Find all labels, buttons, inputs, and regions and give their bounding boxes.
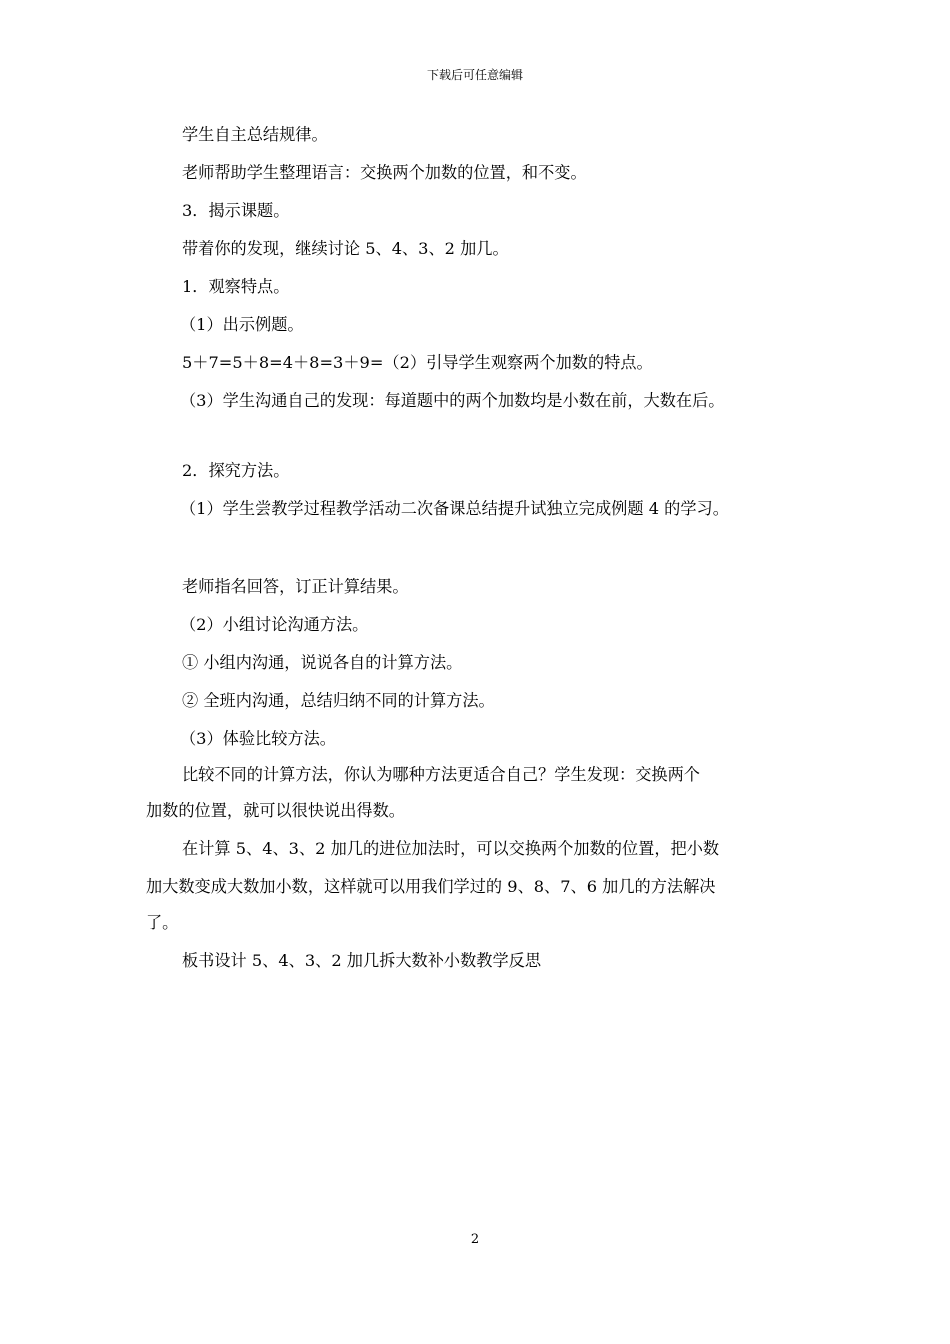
text-line: 带着你的发现，继续讨论 5、4、3、2 加几。 xyxy=(182,239,509,258)
text-line: 5＋7=5＋8=4＋8=3＋9=（2）引导学生观察两个加数的特点。 xyxy=(182,353,653,372)
text-line: 老师帮助学生整理语言：交换两个加数的位置，和不变。 xyxy=(182,163,587,182)
text-line: 加大数变成大数加小数，这样就可以用我们学过的 9、8、7、6 加几的方法解决 xyxy=(146,877,716,896)
text-line: 在计算 5、4、3、2 加几的进位加法时，可以交换两个加数的位置，把小数 xyxy=(182,839,720,858)
text-line: 老师指名回答，订正计算结果。 xyxy=(182,577,409,596)
text-line: 板书设计 5、4、3、2 加几拆大数补小数教学反思 xyxy=(182,951,542,970)
text-line: 加数的位置，就可以很快说出得数。 xyxy=(146,801,405,820)
text-line: （2）小组讨论沟通方法。 xyxy=(180,615,369,634)
text-line: 1．观察特点。 xyxy=(182,277,290,296)
text-line: （3）体验比较方法。 xyxy=(180,729,336,748)
text-line: （1）学生尝教学过程教学活动二次备课总结提升试独立完成例题 4 的学习。 xyxy=(180,499,729,518)
text-line: （3）学生沟通自己的发现：每道题中的两个加数均是小数在前，大数在后。 xyxy=(180,391,725,410)
page-number: 2 xyxy=(470,1232,480,1247)
text-line: 3．揭示课题。 xyxy=(182,201,290,220)
text-line: （1）出示例题。 xyxy=(180,315,304,334)
text-line: 学生自主总结规律。 xyxy=(182,125,328,144)
text-line: ① 小组内沟通，说说各自的计算方法。 xyxy=(182,653,463,672)
text-line: ② 全班内沟通，总结归纳不同的计算方法。 xyxy=(182,691,495,710)
text-line: 2．探究方法。 xyxy=(182,461,290,480)
text-line: 比较不同的计算方法，你认为哪种方法更适合自己？学生发现：交换两个 xyxy=(182,765,700,784)
text-line: 了。 xyxy=(146,913,179,932)
page-header: 下载后可任意编辑 xyxy=(426,68,523,82)
